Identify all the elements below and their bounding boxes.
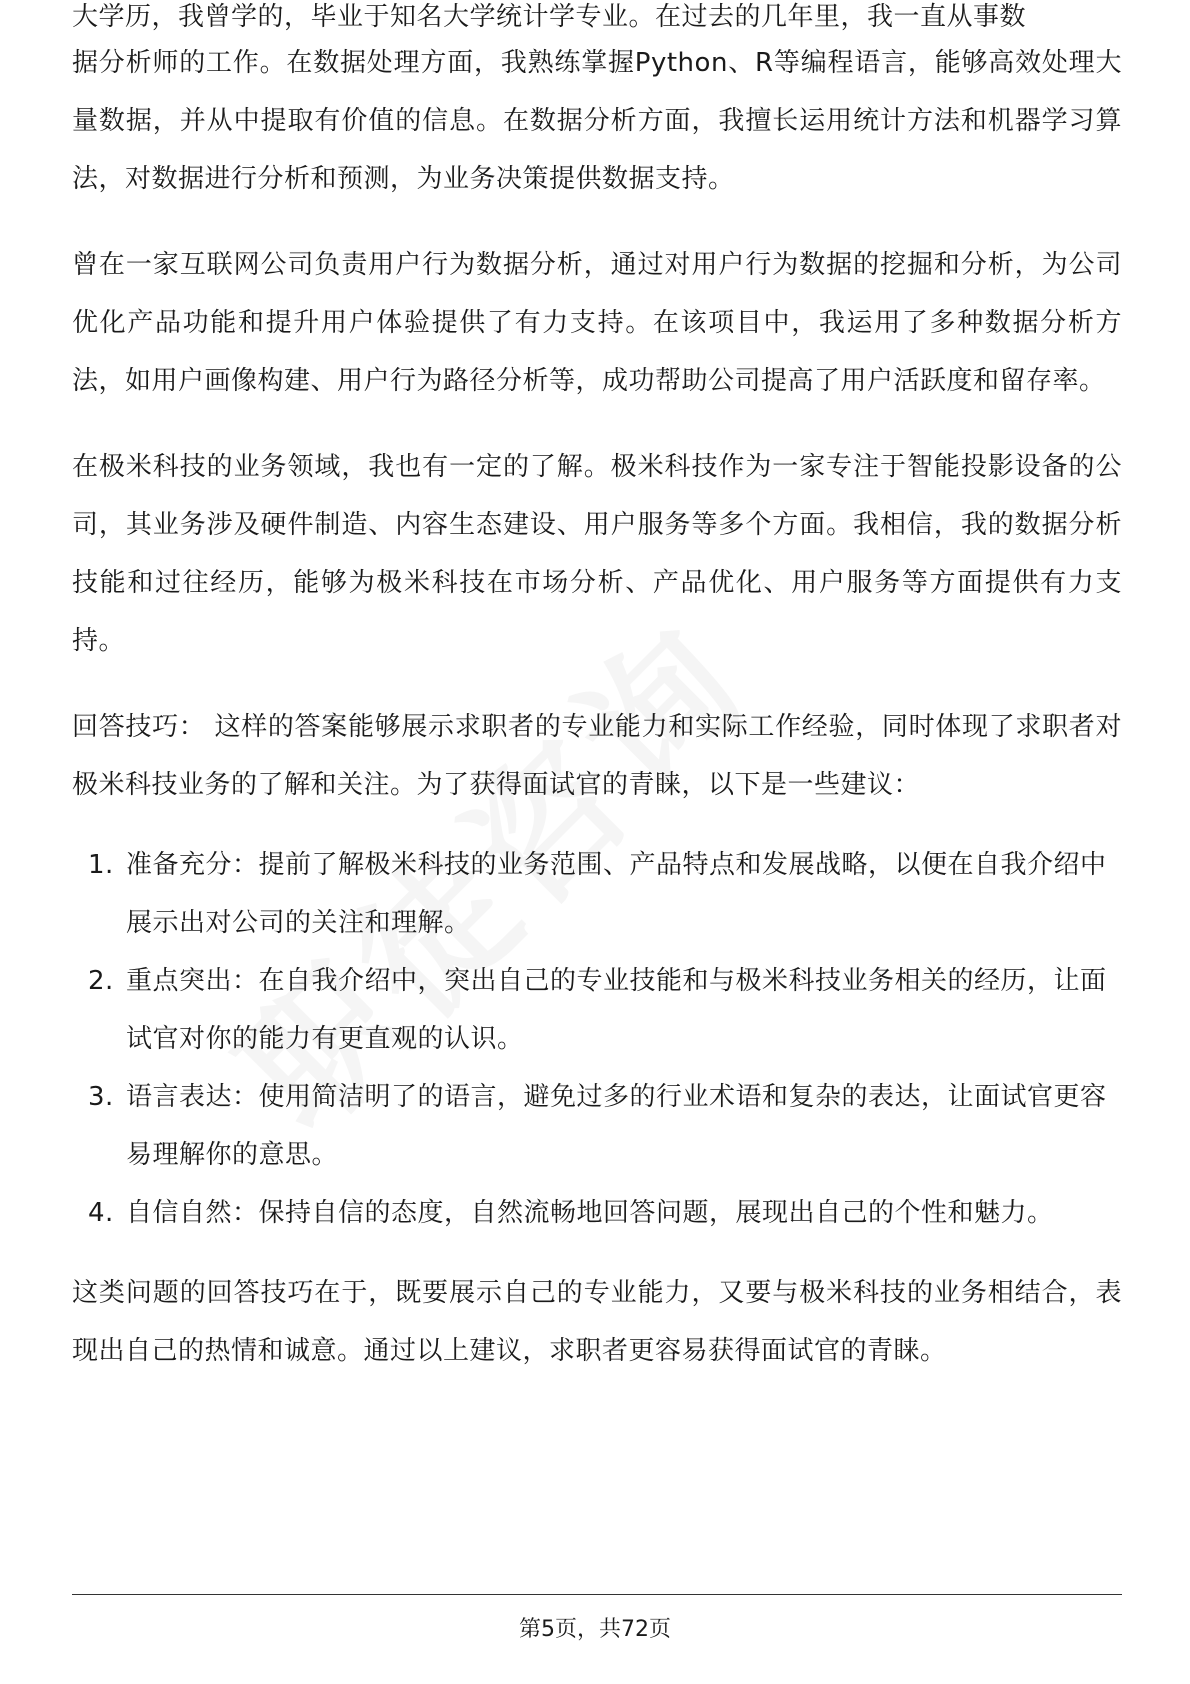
list-item-text: 语言表达：使用简洁明了的语言，避免过多的行业术语和复杂的表达，让面试官更容易理解你的意思。 (126, 1082, 1107, 1170)
list-item-number: 1. (88, 850, 114, 880)
list-item-number: 4. (88, 1198, 114, 1228)
tips-list (72, 836, 1122, 1242)
list-item (72, 1184, 1122, 1242)
list-item-text: 重点突出：在自我介绍中，突出自己的专业技能和与极米科技业务相关的经历，让面试官对你的能力有更直观的认识。 (126, 966, 1107, 1054)
list-item-number: 3. (88, 1082, 114, 1112)
page-number: 第5页，共72页 (519, 1617, 671, 1642)
list-item (72, 836, 1122, 952)
paragraph-conclusion: 这类问题的回答技巧在于，既要展示自己的专业能力，又要与极米科技的业务相结合，表现出自己的热情和诚意。通过以上建议，求职者更容易获得面试官的青睐。 (72, 1278, 1122, 1366)
list-item (72, 1068, 1122, 1184)
list-item-text: 自信自然：保持自信的态度，自然流畅地回答问题，展现出自己的个性和魅力。 (126, 1198, 1054, 1228)
paragraph-company-knowledge: 在极米科技的业务领域，我也有一定的了解。极米科技作为一家专注于智能投影设备的公司，其业务涉及硬件制造、内容生态建设、用户服务等多个方面。我相信，我的数据分析技能和过往经历，能够为极米科技在市场分析、产品优化、用户服务等方面提供有力支持。 (72, 452, 1122, 656)
paragraph-answer-tips: 回答技巧： 这样的答案能够展示求职者的专业能力和实际工作经验，同时体现了求职者对极米科技业务的了解和关注。为了获得面试官的青睐，以下是一些建议： (72, 712, 1122, 800)
paragraph-skills: 据分析师的工作。在数据处理方面，我熟练掌握Python、R等编程语言，能够高效处理大量数据，并从中提取有价值的信息。在数据分析方面，我擅长运用统计方法和机器学习算法，对数据进行分析和预测，为业务决策提供数据支持。 (72, 48, 1122, 194)
list-item-text: 准备充分：提前了解极米科技的业务范围、产品特点和发展战略，以便在自我介绍中展示出对公司的关注和理解。 (126, 850, 1107, 938)
list-item (72, 952, 1122, 1068)
paragraph-experience: 曾在一家互联网公司负责用户行为数据分析，通过对用户行为数据的挖掘和分析，为公司优化产品功能和提升用户体验提供了有力支持。在该项目中，我运用了多种数据分析方法，如用户画像构建、用户行为路径分析等，成功帮助公司提高了用户活跃度和留存率。 (72, 250, 1122, 396)
list-item-number: 2. (88, 966, 114, 996)
page-content (72, 2, 1122, 1380)
footer-divider (72, 1594, 1122, 1595)
paragraph-cut-top: 大学历，我曾学的，毕业于知名大学统计学专业。在过去的几年里，我一直从事数 (72, 2, 1027, 32)
